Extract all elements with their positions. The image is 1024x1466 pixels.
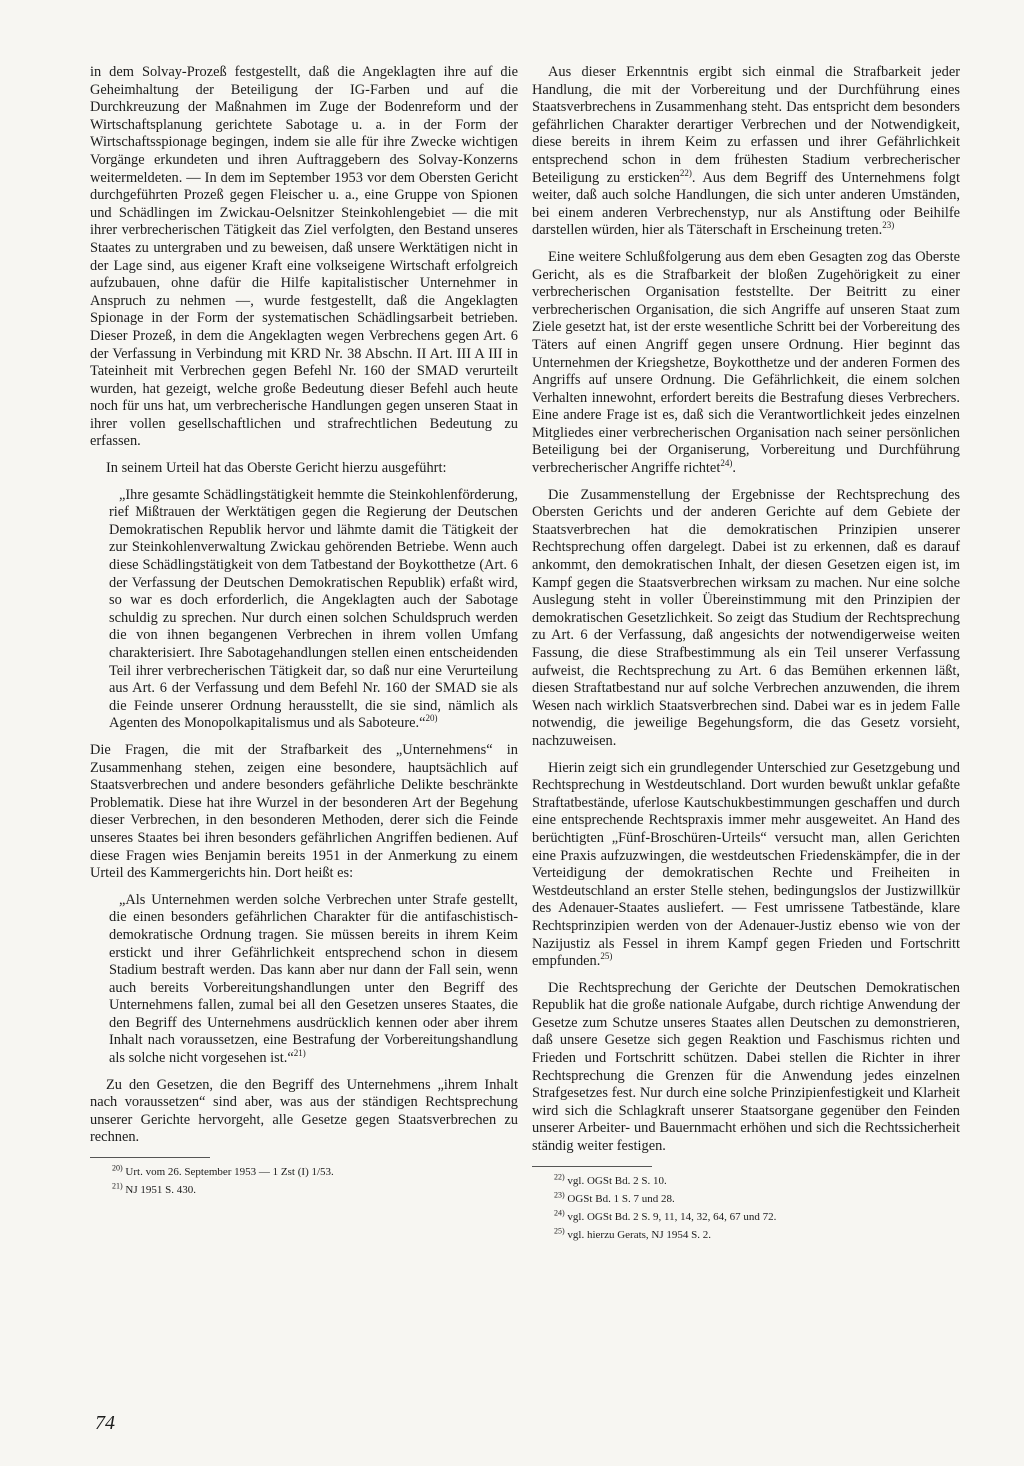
paragraph xyxy=(532,760,960,971)
footnote-divider xyxy=(532,1166,652,1167)
paragraph: In seinem Urteil hat das Oberste Gericht hierzu ausgeführt: xyxy=(106,460,447,477)
footnote-ref: 22) xyxy=(679,167,692,178)
paragraph: Die Rechtsprechung der Gerichte der Deutschen Demokratischen Republik hat die große nationale Aufgabe, durch richtige Anwendung der Gesetze zum Schutze unseres Staates allen Deutschen zu demonstrieren, daß unsere Gesetze sich gegen Reaktion und Faschismus richten und Frieden und Fortschritt schützen. Dabei stellen die Richter in ihrer Rechtsprechung die Grenzen für die Anwendung jedes einzelnen Strafgesetzes fest. Nur durch eine solche Prinzipienfestigkeit und Klarheit wird sich die Schlagkraft unserer Staatsorgane gegenüber den Feinden unserer Arbeiter- und Bauernmacht erhöhen und sich die Rechtssicherheit ständig weiter festigen. xyxy=(532,979,960,1155)
paragraph-text: Hierin zeigt sich ein grundlegender Unterschied zur Gesetzgebung und Rechtsprechung in Westdeutschland. Dort wurden bewußt unklar gefaßte Straftatbestände, uferlose Kautschukbestimmungen geschaffen und durch eine entsprechende Rechtspraxis immer mehr ausgeweitet. An Hand des berüchtigten „Fünf-Broschüren-Urteils“ versucht man, allen Gerichten eine Praxis aufzuzwingen, die westdeutschen Friedenskämpfer, die in der Verteidigung der demokratischen Rechte und Freiheiten in Westdeutschland an erster Stelle stehen, bedingungslos der Justizwillkür des Adenauer-Staates ausliefert. — Fest umrissene Tatbestände, klare Rechtsprinzipien werden von der Adenauer-Justiz ebenso wie von der Nazijustiz als Fessel in ihrem Kampf gegen Frieden und Fortschritt empfunden. xyxy=(532,759,960,970)
footnote-text: vgl. hierzu Gerats, NJ 1954 S. 2. xyxy=(567,1228,712,1241)
page-number: 74 xyxy=(95,1412,115,1434)
footnote xyxy=(112,1164,518,1180)
footnote-mark: 25) xyxy=(554,1225,565,1235)
footnote-text: OGSt Bd. 1 S. 7 und 28. xyxy=(567,1192,675,1205)
footnote-mark: 24) xyxy=(554,1207,565,1217)
footnote-text: vgl. OGSt Bd. 2 S. 9, 11, 14, 32, 64, 67 und 72. xyxy=(567,1210,777,1223)
paragraph xyxy=(532,249,960,478)
footnote-mark: 23) xyxy=(554,1189,565,1199)
left-column xyxy=(90,64,518,1200)
footnote xyxy=(554,1173,960,1189)
quotation-text: „Ihre gesamte Schädlingstätigkeit hemmte die Steinkohlenförderung, rief Mißtrauen der Werktätigen gegen die Regierung der Deutschen Demokratischen Republik hervor und lähmte damit die Tätigkeit der zur Steinkohlenverwaltung Zwickau gehörenden Betriebe. Wenn auch diese Schädlingstätigkeit von dem Tatbestand der Boykotthetze (Art. 6 der Verfassung der Deutschen Demokratischen Republik) erfaßt wird, so war es doch erforderlich, die Angeklagten auch der Sabotage schuldig zu sprechen. Nur durch einen solchen Schuldspruch werden die von ihnen begangenen Verbrechen in ihrem vollen Umfang charakterisiert. Ihre Sabotagehandlungen stellen einen entscheidenden Teil ihrer verbrecherischen Tätigkeit dar, so daß nur eine Verurteilung aus Art. 6 der Verfassung und dem Befehl Nr. 160 der SMAD sie als die Feinde unserer Ordnung herausstellt, die sie sind, nämlich als Agenten des Monopolkapitalismus und als Saboteure.“ xyxy=(109,486,518,732)
footnote-ref: 20) xyxy=(425,713,438,724)
paragraph-text: Eine weitere Schlußfolgerung aus dem eben Gesagten zog das Oberste Gericht, als es die Strafbarkeit der bloßen Zugehörigkeit zu einer verbrecherischen Organisation feststellte. Der Beitritt zu einer verbrecherischen Organisation, die sich Angriffe auf unseren Staat zum Ziele gesetzt hat, ist der erste wesentliche Schritt bei der Vorbereitung des Täters auf einen Angriff gegen unsere Ordnung. Hier beginnt das Unternehmen der Kriegshetze, Boykotthetze und der anderen Formen des Angriffs auf unsere Ordnung. Die Gefährlichkeit, die einem solchen Verhalten innewohnt, erfordert bereits die Bestrafung dieses Verbrechers. Eine andere Frage ist es, daß sich die Verantwortlichkeit jedes einzelnen Mitgliedes einer verbrecherischen Organisation nach seiner persönlichen Beteiligung bei der Organiserung, Vorbereitung und Durchführung verbrecherischer Angriffe richtet xyxy=(532,248,960,477)
paragraph-text: . Aus dem Begriff des Unternehmens folgt weiter, daß auch solche Handlungen, die sich unter anderen Umständen, bei einem anderen Verbrechenstyp, nur als Anstiftung oder Beihilfe darstellen würden, hier als Täterschaft in Erscheinung treten. xyxy=(532,169,960,239)
footnote-ref: 25) xyxy=(600,951,613,962)
footnote-mark: 22) xyxy=(554,1171,565,1181)
paragraph: in dem Solvay-Prozeß festgestellt, daß die Angeklagten ihre auf die Geheimhaltung der Beteiligung der IG-Farben und auf die Durchkreuzung der Maßnahmen im Zuge der Bodenreform und der Wirtschaftsplanung gerichtete Sabotage u. a. in der Form der Wirtschaftsspionage begingen, indem sie alle für ihre Zwecke wichtigen Vorgänge erkundeten und ihren Auftraggebern des Solvay-Konzerns weitermeldeten. — In dem im September 1953 vor dem Obersten Gericht durchgeführten Prozeß gegen Fleischer u. a., eine Gruppe von Spionen und Schädlingen im Zwickau-Oelsnitzer Steinkohlengebiet — die mit ihrer verbrecherischen Tätigkeit das Ziel verfolgten, den Bestand unseres Staates zu untergraben und zu beweisen, daß unsere Werktätigen nicht in der Lage sind, aus eigener Kraft eine volkseigene Wirtschaft erfolgreich aufzubauen, ohne dafür die Hilfe kapitalistischer Unternehmer in Anspruch zu nehmen —, wurde festgestellt, daß die Angeklagten Spionage in der Form der systematischen Schädlingsarbeit betrieben. Dieser Prozeß, in dem die Angeklagten wegen Verbrechens gegen Art. 6 der Verfassung in Verbindung mit KRD Nr. 38 Abschn. II Art. III A III in Tateinheit mit Verbrechen gegen Befehl Nr. 160 der SMAD verurteilt wurden, hat gezeigt, welche große Bedeutung dieser Befehl auch heute noch für uns hat, um verbrecherische Handlungen gegen unseren Staat in ihrer vollen gesellschaftlichen und strafrechtlichen Bedeutung zu erfassen. xyxy=(90,64,518,450)
footnote-text: NJ 1951 S. 430. xyxy=(125,1184,197,1197)
paragraph-text: . xyxy=(732,460,736,477)
footnote-divider xyxy=(90,1157,210,1158)
footnote xyxy=(554,1227,960,1243)
paragraph: Die Fragen, die mit der Strafbarkeit des „Unternehmens“ in Zusammenhang stehen, zeigen eine besondere, hauptsächlich auf Staatsverbrechen und andere besonders gefährliche Delikte beschränkte Problematik. Diese hat ihre Wurzel in der besonderen Art der Begehung dieser Verbrechen, in den besonderen Methoden, derer sich die Feinde unseres Staates bei ihren besonders gefährlichen Angriffen bedienen. Auf diese Fragen wies Benjamin bereits 1951 in der Anmerkung zu einem Urteil des Kammergerichts hin. Dort heißt es: xyxy=(90,741,518,882)
paragraph xyxy=(532,64,960,240)
footnote-ref: 23) xyxy=(882,220,895,231)
footnote xyxy=(554,1209,960,1225)
footnote-text: vgl. OGSt Bd. 2 S. 10. xyxy=(567,1174,667,1187)
footnote-text: Urt. vom 26. September 1953 — 1 Zst (I) 1/53. xyxy=(125,1166,334,1179)
footnote-ref: 21) xyxy=(293,1048,306,1059)
quotation xyxy=(109,892,518,1068)
quotation xyxy=(109,487,518,733)
footnote xyxy=(554,1191,960,1207)
quotation-text: „Als Unternehmen werden solche Verbrechen unter Strafe gestellt, die einen besonders gefährlichen Charakter für die antifaschistisch-demokratische Ordnung tragen. Sie müssen bereits in ihrem Keim erstickt und ihrer Gefährlichkeit entsprechend schon in diesem Stadium bestraft werden. Das kann aber nur dann der Fall sein, wenn auch bereits Vorbereitungshandlungen unter den Begriff des Unternehmens fallen, zumal bei all den Gesetzen unseres Staates, die den Begriff des Unternehmens ausdrücklich kennen oder aber ihrem Inhalt nach voraussetzen, eine Bestrafung der Vorbereitungshandlung als solche nicht vorgesehen ist.“ xyxy=(109,891,518,1067)
footnote xyxy=(112,1182,518,1198)
paragraph: Zu den Gesetzen, die den Begriff des Unternehmens „ihrem Inhalt nach voraussetzen“ sind aber, was aus der ständigen Rechtsprechung unserer Gerichte hervorgeht, alle Gesetze gegen Staatsverbrechen zu rechnen. xyxy=(90,1076,518,1146)
footnote-ref: 24) xyxy=(720,458,733,469)
right-column xyxy=(532,64,960,1245)
paragraph: Die Zusammenstellung der Ergebnisse der Rechtsprechung des Obersten Gerichts und der anderen Gerichte auf dem Gebiete der Staatsverbrechen hat die demokratischen Prinzipien unserer Rechtsprechung offen dargelegt. Dabei ist zu erkennen, daß es darauf ankommt, den demokratischen Inhalt, der diesen Gesetzen eigen ist, im Kampf gegen die Staatsverbrechen wirksam zu machen. Nur eine solche Auslegung steht in voller Übereinstimmung mit den Prinzipien der demokratischen Gesetzlichkeit. So zeigt das Studium der Rechtsprechung zu Art. 6 der Verfassung, daß angesichts der notwendigerweise weiten Fassung, die diese Strafbestimmung als ein Teil unserer Verfassung aufweist, die Rechtsprechung zu Art. 6 das Bemühen erkennen läßt, diesen Straftatbestand nur auf solche Verbrechen anzuwenden, die ihrem Wesen nach wirklich Staatsverbrechen sind. Dabei war es in jedem Falle notwendig, die jeweilige Begehungsform, die das Gesetz vorsieht, nachzuweisen. xyxy=(532,486,960,749)
footnote-mark: 21) xyxy=(112,1181,123,1191)
paragraph-text: Aus dieser Erkenntnis ergibt sich einmal die Strafbarkeit jeder Handlung, die mit der Vorbereitung und der Durchführung eines Staatsverbrechens in Zusammenhang steht. Das entspricht dem besonders gefährlichen Charakter derartiger Verbrechen und der Notwendigkeit, diese bereits in ihrem Keim zu erfassen und ihrer Gefährlichkeit entsprechend schon in dem frühesten Stadium verbrecherischer Beteiligung zu ersticken xyxy=(532,64,960,186)
footnote-mark: 20) xyxy=(112,1163,123,1173)
